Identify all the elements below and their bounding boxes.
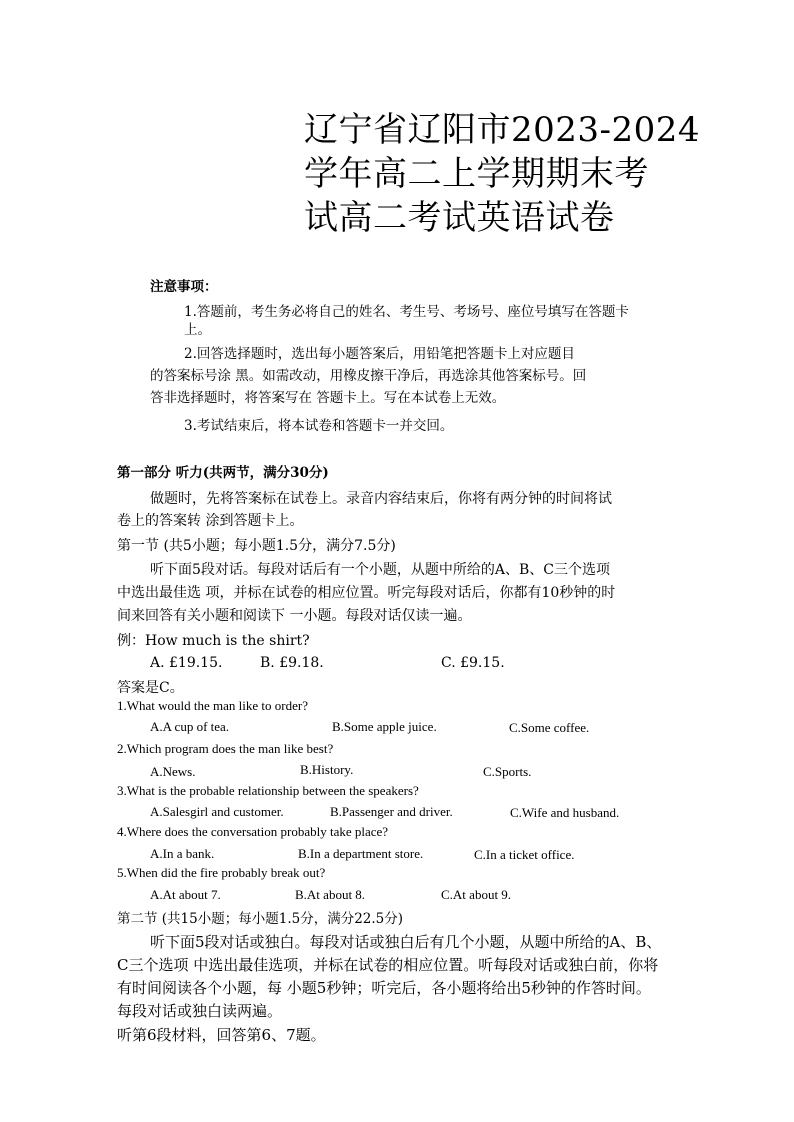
question-3-option-c: C.Wife and husband.	[510, 805, 620, 820]
notice-item-3: 3.考试结束后，将本试卷和答题卡一并交回。	[184, 418, 454, 434]
example-question: 例：How much is the shirt?	[117, 633, 310, 649]
notice-item-2-line-1: 2.回答选择题时，选出每小题答案后，用铅笔把答题卡上对应题目	[184, 346, 575, 362]
question-2: 2.Which program does the man like best?	[117, 741, 334, 756]
example-answer: 答案是C。	[117, 680, 184, 696]
question-2-option-b: B.History.	[300, 762, 354, 777]
section2-intro-line-1: 听下面5段对话或独白。每段对话或独白后有几个小题，从题中所给的A、B、	[150, 933, 662, 951]
question-3-option-a: A.Salesgirl and customer.	[150, 804, 284, 819]
question-3: 3.What is the probable relationship between the speakers?	[117, 783, 419, 798]
question-5: 5.When did the fire probably break out?	[117, 865, 326, 880]
question-5-option-a: A.At about 7.	[150, 887, 221, 902]
question-1-option-a: A.A cup of tea.	[150, 719, 230, 734]
part1-intro-line-2: 卷上的答案转 涂到答题卡上。	[117, 513, 304, 529]
question-4: 4.Where does the conversation probably take place?	[117, 824, 389, 839]
section1-heading: 第一节 (共5小题；每小题1.5分，满分7.5分)	[117, 538, 396, 554]
notice-item-1-line-2: 上。	[184, 322, 211, 338]
question-2-option-a: A.News.	[150, 764, 196, 779]
section1-intro-line-3: 间来回答有关小题和阅读下 一小题。每段对话仅读一遍。	[117, 608, 472, 624]
part1-intro-line-1: 做题时，先将答案标在试卷上。录音内容结束后，你将有两分钟的时间将试	[150, 491, 612, 507]
section1-intro-line-1: 听下面5段对话。每段对话后有一个小题，从题中所给的A、B、C三个选项	[150, 562, 611, 578]
page-title-line-3: 试高二考试英语试卷	[304, 198, 615, 238]
part1-heading: 第一部分 听力(共两节，满分30分)	[117, 465, 329, 481]
question-5-option-c: C.At about 9.	[441, 887, 512, 902]
question-4-option-c: C.In a ticket office.	[474, 847, 575, 862]
question-1-option-c: C.Some coffee.	[509, 720, 590, 735]
section1-intro-line-2: 中选出最佳选 项，并标在试卷的相应位置。听完每段对话后，你都有10秒钟的时	[117, 585, 616, 601]
question-1-option-b: B.Some apple juice.	[332, 719, 437, 734]
notice-item-2-line-3: 答非选择题时，将答案写在 答题卡上。写在本试卷上无效。	[150, 390, 506, 406]
question-2-option-c: C.Sports.	[483, 764, 532, 779]
example-option-c: C. £9.15.	[441, 655, 505, 671]
page-title-line-1: 辽宁省辽阳市2023-2024	[304, 110, 701, 150]
example-option-b: B. £9.18.	[260, 655, 324, 671]
question-1: 1.What would the man like to order?	[117, 698, 308, 713]
question-4-option-a: A.In a bank.	[150, 846, 215, 861]
section2-heading: 第二节 (共15小题；每小题1.5分，满分22.5分)	[117, 911, 404, 927]
material-6-instruction: 听第6段材料，回答第6、7题。	[117, 1026, 326, 1044]
question-4-option-b: B.In a department store.	[298, 846, 424, 861]
example-option-a: A. £19.15.	[150, 655, 223, 671]
notice-item-1-line-1: 1.答题前，考生务必将自己的姓名、考生号、考场号、座位号填写在答题卡	[184, 304, 629, 320]
section2-intro-line-3: 有时间阅读各个小题，每 小题5秒钟；听完后，各小题将给出5秒钟的作答时间。	[117, 979, 651, 997]
notice-heading: 注意事项：	[150, 279, 218, 295]
section2-intro-line-4: 每段对话或独白读两遍。	[117, 1002, 283, 1020]
question-5-option-b: B.At about 8.	[295, 887, 366, 902]
page-title-line-2: 学年高二上学期期末考	[304, 154, 649, 194]
notice-item-2-line-2: 的答案标号涂 黑。如需改动，用橡皮擦干净后，再选涂其他答案标号。回	[150, 368, 587, 384]
section2-intro-line-2: C三个选项 中选出最佳选项，并标在试卷的相应位置。听每段对话或独白前，你将	[117, 956, 659, 974]
question-3-option-b: B.Passenger and driver.	[330, 804, 453, 819]
